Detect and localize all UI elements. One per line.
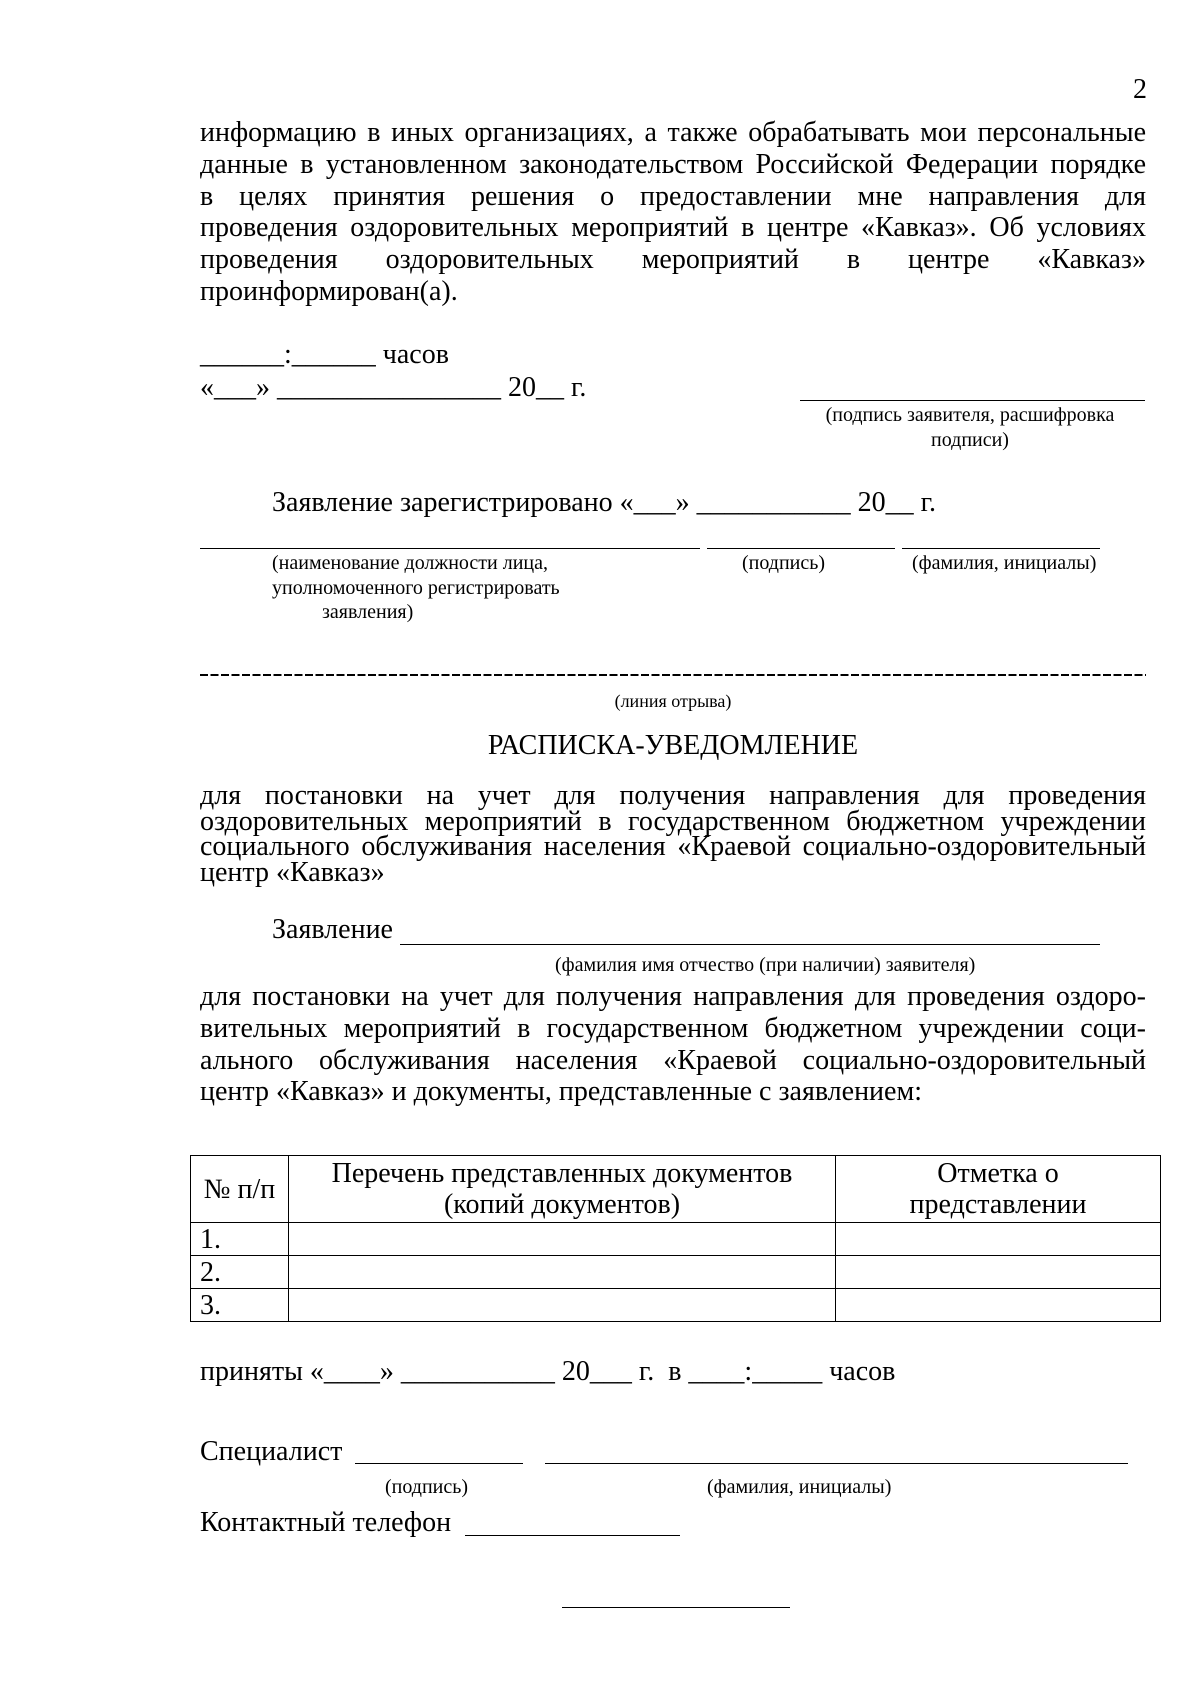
caption-line: (наименование должности лица, <box>272 552 549 574</box>
end-of-document-line <box>562 1607 790 1608</box>
header-line: Отметка о <box>937 1158 1059 1189</box>
row-number: 2. <box>191 1256 289 1289</box>
accepted-line: приняты «____» ___________ 20___ г. в ____:_____ часов <box>200 1356 896 1387</box>
applicant-signature-line <box>800 400 1145 401</box>
row-document <box>289 1256 836 1289</box>
applicant-signature-caption <box>795 403 1145 452</box>
paragraph-line: социального обслуживания населения «Краевой социально-оздоровительный <box>200 831 1146 862</box>
header-line: Перечень представленных документов <box>331 1158 793 1189</box>
registrar-position-caption <box>272 551 560 625</box>
applicant-name-line <box>400 944 1100 945</box>
applicant-name-caption: (фамилия имя отчество (при наличии) заявителя) <box>555 954 976 976</box>
phone-line <box>465 1535 680 1536</box>
caption-line: уполномоченного регистрировать <box>272 576 560 599</box>
registrar-signature-line <box>707 548 895 549</box>
paragraph-line: информацию в иных организациях, а также обрабатывать мои персональные <box>200 117 1146 148</box>
receipt-title: РАСПИСКА-УВЕДОМЛЕНИЕ <box>487 730 859 761</box>
header-number <box>191 1156 289 1223</box>
table-header-row <box>191 1156 1161 1223</box>
registrar-name-caption: (фамилия, инициалы) <box>912 552 1097 574</box>
specialist-label: Специалист <box>200 1436 343 1467</box>
table-row <box>191 1289 1161 1322</box>
registrar-signature-caption: (подпись) <box>742 552 826 574</box>
registrar-name-line <box>902 548 1100 549</box>
paragraph-line: центр «Кавказ» <box>200 856 385 888</box>
paragraph-line: проведения оздоровительных мероприятий в центре «Кавказ». Об условиях <box>200 212 1146 244</box>
paragraph-line: центр «Кавказ» и документы, представленные с заявлением: <box>200 1076 922 1108</box>
specialist-name-caption: (фамилия, инициалы) <box>707 1476 892 1498</box>
receipt-intro-paragraph <box>200 780 1146 888</box>
row-mark <box>836 1256 1161 1289</box>
tear-line-caption: (линия отрыва) <box>614 691 732 711</box>
tear-line <box>200 674 1146 676</box>
consent-paragraph <box>200 117 1146 308</box>
paragraph-line: оздоровительных мероприятий в государственном бюджетном учреждении <box>200 805 1146 837</box>
paragraph-line: для постановки на учет для получения направления для проведения оздоро- <box>200 981 1146 1012</box>
row-number: 1. <box>191 1223 289 1256</box>
table-row <box>191 1256 1161 1289</box>
phone-label: Контактный телефон <box>200 1507 452 1538</box>
registrar-position-line <box>200 548 700 549</box>
caption-line: (подпись заявителя, расшифровка <box>825 404 1115 426</box>
paragraph-line: в целях принятия решения о предоставлении мне направления для <box>200 180 1146 212</box>
row-document <box>289 1223 836 1256</box>
header-documents <box>289 1156 836 1223</box>
row-document <box>289 1289 836 1322</box>
row-mark <box>836 1289 1161 1322</box>
table-row <box>191 1223 1161 1256</box>
time-blank: ______:______ часов <box>200 339 449 370</box>
specialist-signature-caption: (подпись) <box>385 1476 469 1498</box>
receipt-body-paragraph <box>200 981 1146 1108</box>
header-line: № п/п <box>203 1173 276 1205</box>
row-number: 3. <box>191 1289 289 1322</box>
paragraph-line: данные в установленном законодательством Российской Федерации порядке <box>200 148 1146 180</box>
header-mark <box>836 1156 1161 1223</box>
paragraph-line: проведения оздоровительных мероприятий в центре «Кавказ» <box>200 244 1146 276</box>
date-blank: «___» ________________ 20__ г. <box>200 372 587 403</box>
documents-table <box>190 1155 1161 1322</box>
header-line: (копий документов) <box>443 1189 681 1220</box>
caption-line: заявления) <box>322 601 414 623</box>
application-label: Заявление <box>272 914 393 945</box>
paragraph-line: для постановки на учет для получения направления для проведения <box>200 780 1146 811</box>
registration-line: Заявление зарегистрировано «___» ___________ 20__ г. <box>272 487 936 518</box>
specialist-name-line <box>545 1463 1128 1464</box>
paragraph-line: ального обслуживания населения «Краевой социально-оздоровительный <box>200 1044 1146 1076</box>
row-mark <box>836 1223 1161 1256</box>
header-line: представлении <box>909 1189 1087 1220</box>
page-number: 2 <box>1133 74 1147 105</box>
specialist-signature-line <box>355 1463 523 1464</box>
paragraph-line: вительных мероприятий в государственном бюджетном учреждении соци- <box>200 1012 1146 1044</box>
paragraph-line: проинформирован(а). <box>200 275 458 307</box>
caption-line: подписи) <box>931 428 1009 451</box>
